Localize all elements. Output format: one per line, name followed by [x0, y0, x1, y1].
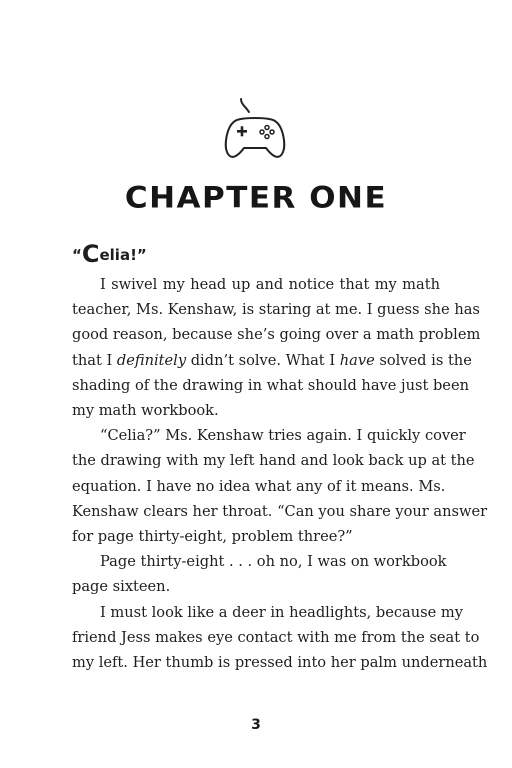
drop-cap: C	[81, 240, 100, 268]
paragraph	[72, 423, 488, 549]
text-line: friend Jess makes eye contact with me from the seat to	[72, 628, 480, 646]
emphasized-word: have	[339, 351, 375, 369]
paragraph	[72, 600, 488, 676]
text-line: Kenshaw clears her throat. “Can you share your answer	[72, 502, 488, 520]
paragraph	[72, 272, 481, 423]
text-line: Page thirty-eight . . . oh no, I was on workbook	[100, 553, 447, 571]
opening-quote: “	[72, 246, 82, 264]
paragraphs	[72, 272, 488, 675]
text-line: “Celia?” Ms. Kenshaw tries again. I quickly cover	[100, 427, 466, 445]
text-line: shading of the drawing in what should have just been	[72, 376, 469, 394]
text-line: I swivel my head up and notice that my math	[100, 276, 440, 293]
emphasized-word: definitely	[116, 351, 187, 369]
text-line: I must look like a deer in headlights, because my	[100, 603, 463, 621]
paragraph	[72, 549, 447, 599]
text-line: for page thirty-eight, problem three?”	[72, 528, 353, 546]
text-line: my math workbook.	[72, 402, 219, 420]
text-line: my left. Her thumb is pressed into her palm underneath	[72, 654, 488, 672]
opening-line	[72, 238, 440, 272]
text-line: page sixteen.	[72, 578, 171, 596]
text-line: equation. I have no idea what any of it means. Ms.	[72, 477, 446, 495]
text-line: good reason, because she’s going over a math problem	[72, 326, 481, 344]
chapter-body	[72, 238, 488, 675]
opening-rest: elia!”	[99, 246, 147, 264]
text-line: that I definitely didn’t solve. What I have solved is the	[72, 351, 472, 369]
page-number: 3	[251, 717, 261, 733]
text-line: teacher, Ms. Kenshaw, is staring at me. I guess she has	[72, 301, 480, 319]
chapter-title: CHAPTER ONE	[124, 180, 388, 216]
game-controller-icon	[221, 96, 289, 162]
text-line: the drawing with my left hand and look back up at the	[72, 452, 475, 470]
